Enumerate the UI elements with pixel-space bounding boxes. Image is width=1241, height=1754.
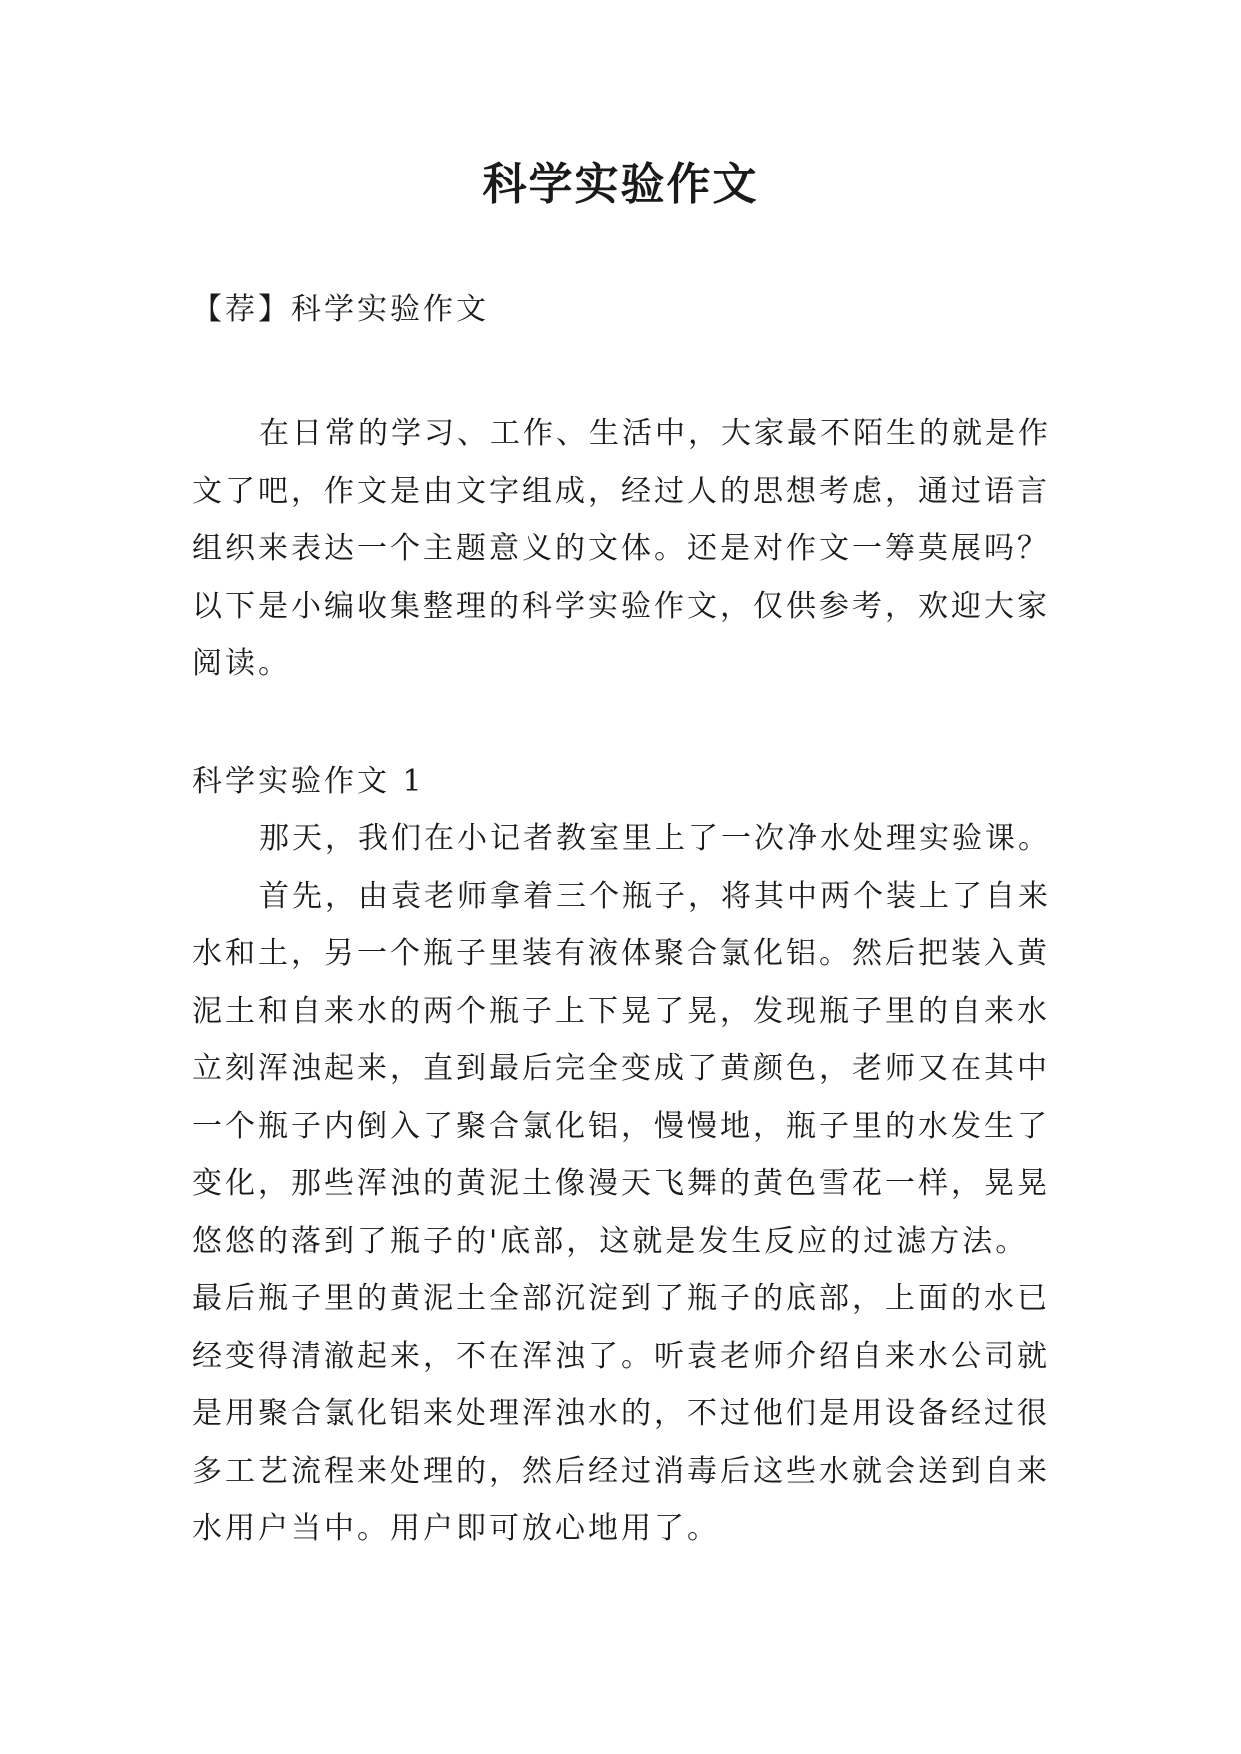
section-line: 经变得清澈起来，不在浑浊了。听袁老师介绍自来水公司就 <box>192 1338 1050 1374</box>
intro-line: 以下是小编收集整理的科学实验作文，仅供参考，欢迎大家 <box>192 588 1050 624</box>
intro-line: 在日常的学习、工作、生活中，大家最不陌生的就是作 <box>259 416 1051 451</box>
intro-paragraph <box>192 405 1072 693</box>
intro-line: 组织来表达一个主题意义的文体。还是对作文一筹莫展吗？ <box>192 531 1050 566</box>
section-line: 一个瓶子内倒入了聚合氯化铝，慢慢地，瓶子里的水发生了 <box>192 1108 1050 1144</box>
section-line: 变化，那些浑浊的黄泥土像漫天飞舞的黄色雪花一样，晃晃 <box>192 1166 1050 1201</box>
section-line: 多工艺流程来处理的，然后经过消毒后这些水就会送到自来 <box>192 1453 1050 1489</box>
section-heading: 科学实验作文 1 <box>192 764 425 799</box>
section-line: 是用聚合氯化铝来处理浑浊水的，不过他们是用设备经过很 <box>192 1396 1050 1431</box>
section-line: 水和土，另一个瓶子里装有液体聚合氯化铝。然后把装入黄 <box>192 936 1050 971</box>
section-line: 那天，我们在小记者教室里上了一次净水处理实验课。 <box>259 821 1051 856</box>
section-line: 水用户当中。用户即可放心地用了。 <box>192 1511 720 1546</box>
section-line: 泥土和自来水的两个瓶子上下晃了晃，发现瓶子里的自来水 <box>192 993 1050 1029</box>
section-line: 首先，由袁老师拿着三个瓶子，将其中两个装上了自来 <box>259 878 1051 914</box>
section-paragraph <box>192 810 1072 1558</box>
section-line: 最后瓶子里的黄泥土全部沉淀到了瓶子的底部，上面的水已 <box>192 1281 1050 1316</box>
intro-line: 文了吧，作文是由文字组成，经过人的思想考虑，通过语言 <box>192 473 1050 509</box>
section-line: 立刻浑浊起来，直到最后完全变成了黄颜色，老师又在其中 <box>192 1051 1050 1086</box>
document-subtitle: 【荐】科学实验作文 <box>192 292 489 327</box>
intro-line: 阅读。 <box>192 646 291 681</box>
document-title: 科学实验作文 <box>482 159 759 210</box>
section-line: 悠悠的落到了瓶子的'底部，这就是发生反应的过滤方法。 <box>192 1223 1029 1259</box>
